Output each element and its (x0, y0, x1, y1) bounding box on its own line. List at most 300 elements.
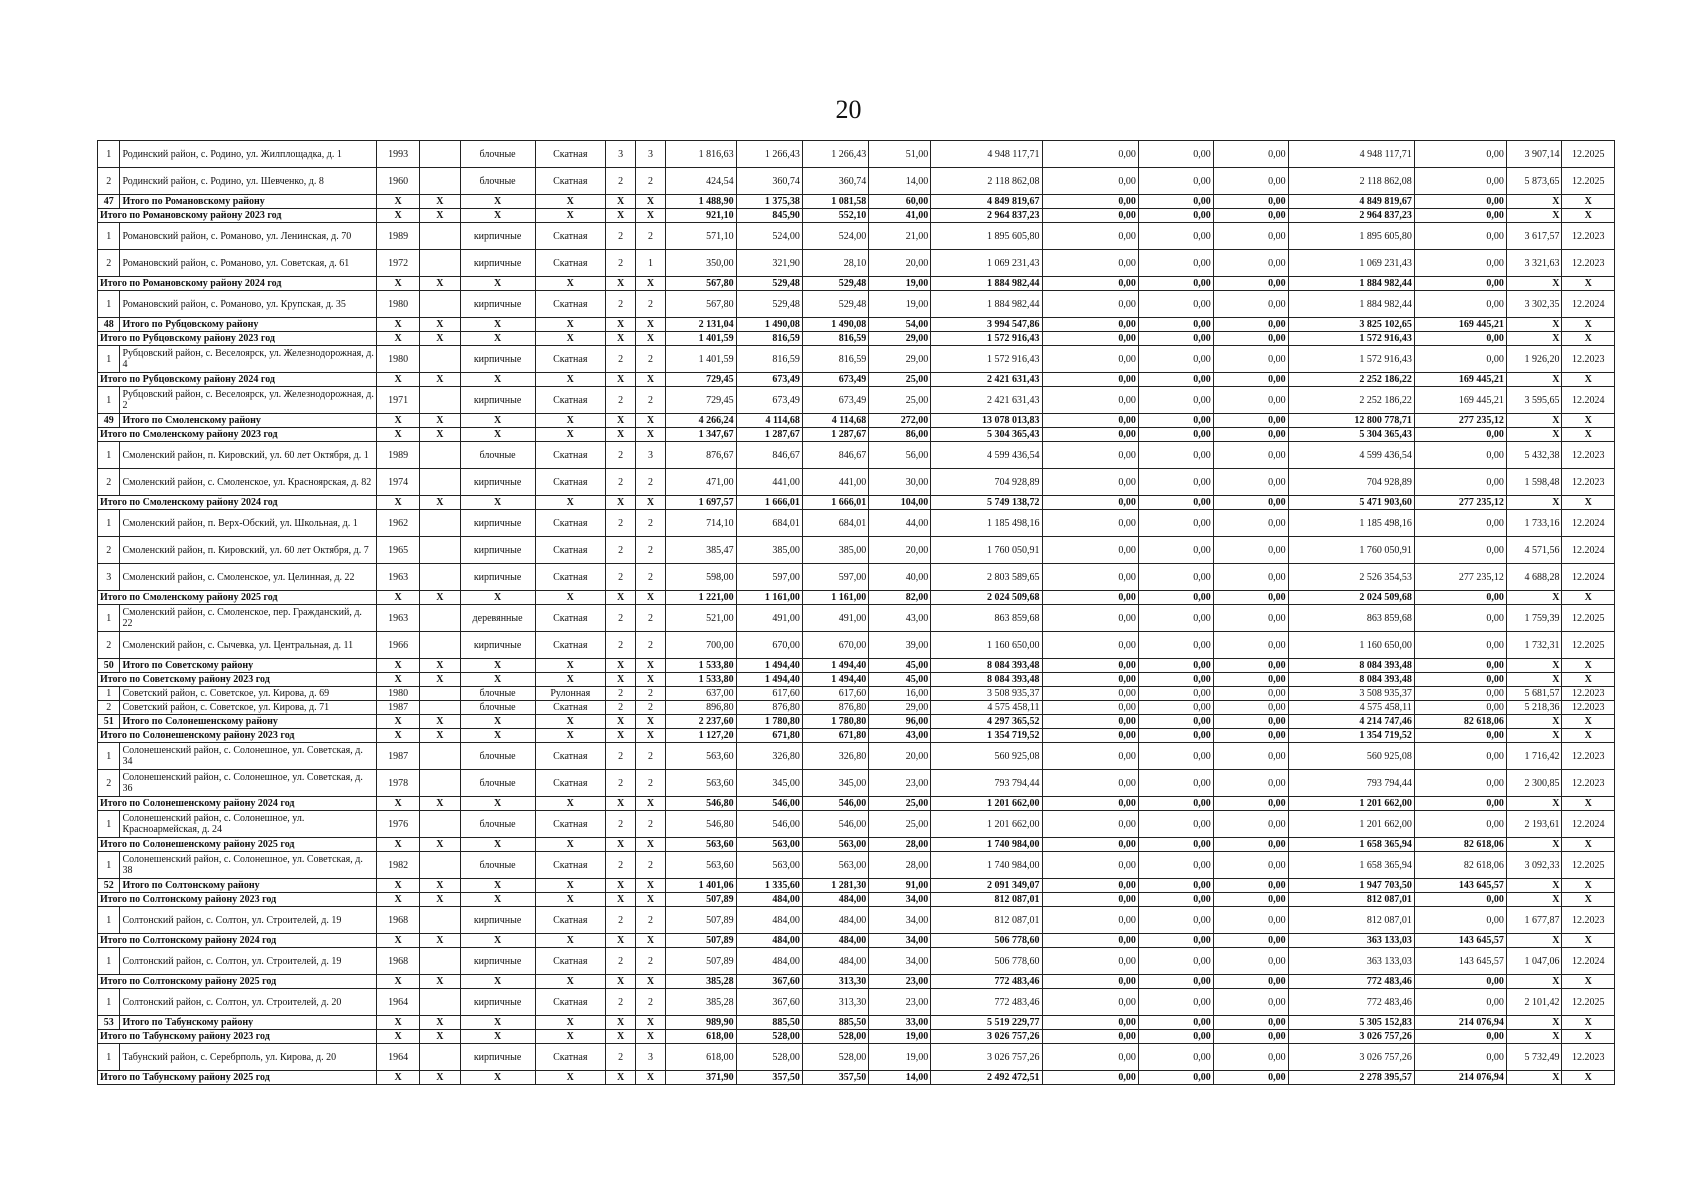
residential-area-cell: 524,00 (802, 223, 868, 250)
total-area-cell: 1 533,80 (666, 659, 737, 673)
wall-material-cell: кирпичные (460, 291, 535, 318)
total-cost-cell: 2 024 509,68 (931, 591, 1042, 605)
fund-3-cell: 0,00 (1213, 770, 1288, 797)
residents-cell: 19,00 (869, 277, 931, 291)
fund-3-cell: 0,00 (1213, 729, 1288, 743)
total-cost-cell: 8 084 393,48 (931, 673, 1042, 687)
year2-cell (419, 537, 460, 564)
residents-cell: 19,00 (869, 1044, 931, 1071)
residents-cell: 25,00 (869, 797, 931, 811)
row-label-cell: Итого по Романовскому району 2023 год (98, 209, 377, 223)
fund-1-cell: 0,00 (1042, 811, 1138, 838)
fund-1-cell: 0,00 (1042, 659, 1138, 673)
address-cell: Солонешенский район, с. Солонешное, ул. Красноармейская, д. 24 (120, 811, 377, 838)
residential-area-cell: 671,80 (802, 729, 868, 743)
roof-type-cell: X (535, 209, 606, 223)
year2-cell (419, 989, 460, 1016)
floors-cell: 2 (606, 687, 636, 701)
living-area-cell: 1 287,67 (736, 428, 802, 442)
floors-cell: 2 (606, 907, 636, 934)
floors-cell: 2 (606, 632, 636, 659)
fund-5-cell: 0,00 (1414, 442, 1506, 469)
fund-3-cell: 0,00 (1213, 879, 1288, 893)
address-cell: Рубцовский район, с. Веселоярск, ул. Железнодорожная, д. 4 (120, 346, 377, 373)
row-number-cell: 1 (98, 387, 120, 414)
entrances-cell: X (636, 729, 666, 743)
deadline-cell: X (1562, 332, 1615, 346)
entrances-cell: 2 (636, 989, 666, 1016)
deadline-cell: X (1562, 659, 1615, 673)
unit-cost-cell: 4 571,56 (1506, 537, 1562, 564)
unit-cost-cell: X (1506, 729, 1562, 743)
fund-4-cell: 3 026 757,26 (1288, 1044, 1414, 1071)
roof-type-cell: Скатная (535, 469, 606, 496)
entrances-cell: 2 (636, 291, 666, 318)
entrances-cell: 2 (636, 770, 666, 797)
residents-cell: 30,00 (869, 469, 931, 496)
deadline-cell: 12.2024 (1562, 564, 1615, 591)
total-cost-cell: 1 185 498,16 (931, 510, 1042, 537)
year-cell: 1968 (377, 948, 420, 975)
row-number-cell: 1 (98, 852, 120, 879)
table-row (98, 989, 1615, 1016)
total-cost-cell: 1 760 050,91 (931, 537, 1042, 564)
residents-cell: 21,00 (869, 223, 931, 250)
wall-material-cell: кирпичные (460, 907, 535, 934)
fund-1-cell: 0,00 (1042, 195, 1138, 209)
row-label-cell: Итого по Смоленскому району 2025 год (98, 591, 377, 605)
roof-type-cell: Скатная (535, 770, 606, 797)
row-number-cell: 53 (98, 1016, 120, 1030)
address-cell: Романовский район, с. Романово, ул. Крупская, д. 35 (120, 291, 377, 318)
fund-4-cell: 2 278 395,57 (1288, 1071, 1414, 1085)
year2-cell (419, 346, 460, 373)
table-total-row (98, 934, 1615, 948)
floors-cell: X (606, 332, 636, 346)
row-label-cell: Итого по Солонешенскому району 2024 год (98, 797, 377, 811)
fund-5-cell: 0,00 (1414, 770, 1506, 797)
total-area-cell: 471,00 (666, 469, 737, 496)
year2-cell (419, 743, 460, 770)
deadline-cell: X (1562, 195, 1615, 209)
living-area-cell: 563,00 (736, 838, 802, 852)
fund-5-cell: 0,00 (1414, 673, 1506, 687)
fund-3-cell: 0,00 (1213, 346, 1288, 373)
fund-3-cell: 0,00 (1213, 318, 1288, 332)
year2-cell (419, 1044, 460, 1071)
roof-type-cell: X (535, 797, 606, 811)
residential-area-cell: 876,80 (802, 701, 868, 715)
year-cell: 1966 (377, 632, 420, 659)
residents-cell: 60,00 (869, 195, 931, 209)
total-area-cell: 563,60 (666, 743, 737, 770)
residential-area-cell: 885,50 (802, 1016, 868, 1030)
fund-1-cell: 0,00 (1042, 209, 1138, 223)
fund-5-cell: 0,00 (1414, 893, 1506, 907)
year-cell: 1963 (377, 605, 420, 632)
residents-cell: 40,00 (869, 564, 931, 591)
total-cost-cell: 1 069 231,43 (931, 250, 1042, 277)
fund-2-cell: 0,00 (1138, 838, 1213, 852)
fund-3-cell: 0,00 (1213, 852, 1288, 879)
fund-4-cell: 2 526 354,53 (1288, 564, 1414, 591)
address-cell: Смоленский район, п. Кировский, ул. 60 лет Октября, д. 1 (120, 442, 377, 469)
year2-cell (419, 564, 460, 591)
fund-5-cell: 82 618,06 (1414, 852, 1506, 879)
entrances-cell: X (636, 496, 666, 510)
year-cell: 1978 (377, 770, 420, 797)
living-area-cell: 529,48 (736, 277, 802, 291)
row-number-cell: 3 (98, 564, 120, 591)
address-cell: Романовский район, с. Романово, ул. Советская, д. 61 (120, 250, 377, 277)
floors-cell: 2 (606, 989, 636, 1016)
floors-cell: X (606, 496, 636, 510)
fund-4-cell: 1 572 916,43 (1288, 346, 1414, 373)
total-area-cell: 729,45 (666, 373, 737, 387)
deadline-cell: X (1562, 673, 1615, 687)
roof-type-cell: Скатная (535, 291, 606, 318)
fund-5-cell: 0,00 (1414, 605, 1506, 632)
residential-area-cell: 546,00 (802, 811, 868, 838)
fund-2-cell: 0,00 (1138, 975, 1213, 989)
wall-material-cell: кирпичные (460, 469, 535, 496)
table-row (98, 701, 1615, 715)
floors-cell: 2 (606, 250, 636, 277)
fund-1-cell: 0,00 (1042, 770, 1138, 797)
wall-material-cell: блочные (460, 701, 535, 715)
residents-cell: 44,00 (869, 510, 931, 537)
living-area-cell: 491,00 (736, 605, 802, 632)
year2-cell (419, 687, 460, 701)
entrances-cell: 2 (636, 632, 666, 659)
row-number-cell: 2 (98, 770, 120, 797)
residential-area-cell: 484,00 (802, 907, 868, 934)
fund-2-cell: 0,00 (1138, 564, 1213, 591)
floors-cell: X (606, 277, 636, 291)
deadline-cell: X (1562, 715, 1615, 729)
deadline-cell: X (1562, 318, 1615, 332)
unit-cost-cell: X (1506, 1030, 1562, 1044)
unit-cost-cell: X (1506, 428, 1562, 442)
total-cost-cell: 772 483,46 (931, 975, 1042, 989)
unit-cost-cell: X (1506, 893, 1562, 907)
address-cell: Родинский район, с. Родино, ул. Жилплощадка, д. 1 (120, 141, 377, 168)
fund-2-cell: 0,00 (1138, 291, 1213, 318)
deadline-cell: 12.2023 (1562, 770, 1615, 797)
total-cost-cell: 3 026 757,26 (931, 1044, 1042, 1071)
total-cost-cell: 2 421 631,43 (931, 387, 1042, 414)
total-cost-cell: 1 160 650,00 (931, 632, 1042, 659)
floors-cell: X (606, 373, 636, 387)
table-total-row (98, 659, 1615, 673)
residential-area-cell: 846,67 (802, 442, 868, 469)
roof-type-cell: X (535, 975, 606, 989)
total-area-cell: 921,10 (666, 209, 737, 223)
table-total-row (98, 975, 1615, 989)
fund-4-cell: 1 760 050,91 (1288, 537, 1414, 564)
unit-cost-cell: 2 193,61 (1506, 811, 1562, 838)
fund-5-cell: 277 235,12 (1414, 496, 1506, 510)
fund-2-cell: 0,00 (1138, 879, 1213, 893)
wall-material-cell: X (460, 975, 535, 989)
total-area-cell: 385,47 (666, 537, 737, 564)
fund-2-cell: 0,00 (1138, 852, 1213, 879)
wall-material-cell: X (460, 1030, 535, 1044)
deadline-cell: 12.2023 (1562, 469, 1615, 496)
fund-2-cell: 0,00 (1138, 1071, 1213, 1085)
wall-material-cell: X (460, 673, 535, 687)
wall-material-cell: блочные (460, 168, 535, 195)
fund-3-cell: 0,00 (1213, 989, 1288, 1016)
table-row (98, 564, 1615, 591)
fund-4-cell: 3 825 102,65 (1288, 318, 1414, 332)
fund-3-cell: 0,00 (1213, 907, 1288, 934)
entrances-cell: X (636, 715, 666, 729)
fund-5-cell: 0,00 (1414, 687, 1506, 701)
year2-cell: X (419, 659, 460, 673)
deadline-cell: X (1562, 879, 1615, 893)
entrances-cell: X (636, 1030, 666, 1044)
residents-cell: 25,00 (869, 387, 931, 414)
total-cost-cell: 4 849 819,67 (931, 195, 1042, 209)
address-cell: Родинский район, с. Родино, ул. Шевченко, д. 8 (120, 168, 377, 195)
year-cell: X (377, 1030, 420, 1044)
fund-5-cell: 0,00 (1414, 346, 1506, 373)
living-area-cell: 484,00 (736, 893, 802, 907)
floors-cell: X (606, 729, 636, 743)
entrances-cell: 2 (636, 346, 666, 373)
total-cost-cell: 506 778,60 (931, 934, 1042, 948)
deadline-cell: 12.2025 (1562, 168, 1615, 195)
deadline-cell: X (1562, 209, 1615, 223)
floors-cell: 2 (606, 291, 636, 318)
unit-cost-cell: X (1506, 318, 1562, 332)
residents-cell: 54,00 (869, 318, 931, 332)
total-cost-cell: 2 492 472,51 (931, 1071, 1042, 1085)
total-area-cell: 521,00 (666, 605, 737, 632)
fund-3-cell: 0,00 (1213, 948, 1288, 975)
fund-3-cell: 0,00 (1213, 469, 1288, 496)
floors-cell: 2 (606, 701, 636, 715)
table-total-row (98, 318, 1615, 332)
residential-area-cell: 673,49 (802, 387, 868, 414)
floors-cell: 2 (606, 510, 636, 537)
entrances-cell: X (636, 195, 666, 209)
fund-4-cell: 8 084 393,48 (1288, 659, 1414, 673)
row-number-cell: 1 (98, 687, 120, 701)
fund-4-cell: 1 658 365,94 (1288, 852, 1414, 879)
fund-3-cell: 0,00 (1213, 141, 1288, 168)
year2-cell (419, 907, 460, 934)
table-row (98, 223, 1615, 250)
floors-cell: 2 (606, 852, 636, 879)
unit-cost-cell: 3 617,57 (1506, 223, 1562, 250)
entrances-cell: 2 (636, 469, 666, 496)
fund-5-cell: 0,00 (1414, 223, 1506, 250)
total-cost-cell: 4 599 436,54 (931, 442, 1042, 469)
table-total-row (98, 428, 1615, 442)
table-total-row (98, 195, 1615, 209)
unit-cost-cell: 1 716,42 (1506, 743, 1562, 770)
fund-1-cell: 0,00 (1042, 743, 1138, 770)
fund-2-cell: 0,00 (1138, 1044, 1213, 1071)
total-area-cell: 507,89 (666, 907, 737, 934)
total-area-cell: 1 127,20 (666, 729, 737, 743)
fund-3-cell: 0,00 (1213, 223, 1288, 250)
deadline-cell: 12.2024 (1562, 948, 1615, 975)
year-cell: 1987 (377, 743, 420, 770)
deadline-cell: X (1562, 414, 1615, 428)
year-cell: X (377, 797, 420, 811)
roof-type-cell: X (535, 673, 606, 687)
year-cell: X (377, 673, 420, 687)
residential-area-cell: 1 081,58 (802, 195, 868, 209)
fund-5-cell: 0,00 (1414, 701, 1506, 715)
year-cell: 1971 (377, 387, 420, 414)
wall-material-cell: кирпичные (460, 948, 535, 975)
row-number-cell: 50 (98, 659, 120, 673)
living-area-cell: 673,49 (736, 387, 802, 414)
floors-cell: X (606, 934, 636, 948)
entrances-cell: 2 (636, 510, 666, 537)
roof-type-cell: Скатная (535, 811, 606, 838)
total-cost-cell: 1 572 916,43 (931, 332, 1042, 346)
deadline-cell: 12.2025 (1562, 605, 1615, 632)
fund-4-cell: 2 252 186,22 (1288, 387, 1414, 414)
year2-cell (419, 250, 460, 277)
residents-cell: 43,00 (869, 605, 931, 632)
fund-3-cell: 0,00 (1213, 537, 1288, 564)
floors-cell: X (606, 797, 636, 811)
fund-1-cell: 0,00 (1042, 428, 1138, 442)
total-cost-cell: 812 087,01 (931, 893, 1042, 907)
entrances-cell: X (636, 1016, 666, 1030)
roof-type-cell: Скатная (535, 743, 606, 770)
address-cell: Итого по Советскому району (120, 659, 377, 673)
fund-5-cell: 169 445,21 (1414, 373, 1506, 387)
fund-1-cell: 0,00 (1042, 564, 1138, 591)
unit-cost-cell: 5 732,49 (1506, 1044, 1562, 1071)
living-area-cell: 885,50 (736, 1016, 802, 1030)
row-number-cell: 49 (98, 414, 120, 428)
year-cell: 1982 (377, 852, 420, 879)
deadline-cell: 12.2024 (1562, 387, 1615, 414)
residential-area-cell: 670,00 (802, 632, 868, 659)
fund-3-cell: 0,00 (1213, 414, 1288, 428)
year2-cell: X (419, 373, 460, 387)
roof-type-cell: X (535, 659, 606, 673)
floors-cell: 2 (606, 564, 636, 591)
residential-area-cell: 673,49 (802, 373, 868, 387)
fund-5-cell: 169 445,21 (1414, 387, 1506, 414)
residents-cell: 56,00 (869, 442, 931, 469)
living-area-cell: 326,80 (736, 743, 802, 770)
total-area-cell: 567,80 (666, 291, 737, 318)
residential-area-cell: 357,50 (802, 1071, 868, 1085)
fund-5-cell: 0,00 (1414, 469, 1506, 496)
fund-1-cell: 0,00 (1042, 346, 1138, 373)
wall-material-cell: X (460, 797, 535, 811)
fund-5-cell: 0,00 (1414, 291, 1506, 318)
fund-4-cell: 560 925,08 (1288, 743, 1414, 770)
unit-cost-cell: X (1506, 209, 1562, 223)
residents-cell: 14,00 (869, 168, 931, 195)
deadline-cell: X (1562, 797, 1615, 811)
unit-cost-cell: X (1506, 414, 1562, 428)
fund-3-cell: 0,00 (1213, 605, 1288, 632)
wall-material-cell: кирпичные (460, 564, 535, 591)
fund-2-cell: 0,00 (1138, 701, 1213, 715)
fund-4-cell: 1 160 650,00 (1288, 632, 1414, 659)
year-cell: X (377, 318, 420, 332)
entrances-cell: X (636, 1071, 666, 1085)
fund-4-cell: 4 948 117,71 (1288, 141, 1414, 168)
unit-cost-cell: 1 677,87 (1506, 907, 1562, 934)
roof-type-cell: Рулонная (535, 687, 606, 701)
fund-3-cell: 0,00 (1213, 1044, 1288, 1071)
year-cell: 1993 (377, 141, 420, 168)
residents-cell: 29,00 (869, 701, 931, 715)
row-label-cell: Итого по Рубцовскому району 2023 год (98, 332, 377, 346)
entrances-cell: 2 (636, 605, 666, 632)
wall-material-cell: X (460, 659, 535, 673)
row-number-cell: 1 (98, 346, 120, 373)
entrances-cell: 2 (636, 564, 666, 591)
fund-4-cell: 812 087,01 (1288, 907, 1414, 934)
entrances-cell: X (636, 797, 666, 811)
fund-2-cell: 0,00 (1138, 250, 1213, 277)
entrances-cell: 3 (636, 442, 666, 469)
fund-2-cell: 0,00 (1138, 141, 1213, 168)
year2-cell (419, 948, 460, 975)
year-cell: X (377, 1071, 420, 1085)
entrances-cell: 2 (636, 852, 666, 879)
living-area-cell: 673,49 (736, 373, 802, 387)
total-area-cell: 546,80 (666, 811, 737, 838)
total-cost-cell: 506 778,60 (931, 948, 1042, 975)
fund-4-cell: 1 201 662,00 (1288, 797, 1414, 811)
residential-area-cell: 326,80 (802, 743, 868, 770)
row-number-cell: 1 (98, 1044, 120, 1071)
year-cell: X (377, 428, 420, 442)
table-total-row (98, 715, 1615, 729)
year-cell: 1960 (377, 168, 420, 195)
living-area-cell: 670,00 (736, 632, 802, 659)
entrances-cell: 3 (636, 1044, 666, 1071)
unit-cost-cell: X (1506, 838, 1562, 852)
fund-5-cell: 0,00 (1414, 591, 1506, 605)
fund-3-cell: 0,00 (1213, 893, 1288, 907)
living-area-cell: 529,48 (736, 291, 802, 318)
unit-cost-cell: X (1506, 934, 1562, 948)
floors-cell: 2 (606, 743, 636, 770)
living-area-cell: 441,00 (736, 469, 802, 496)
residents-cell: 19,00 (869, 1030, 931, 1044)
unit-cost-cell: X (1506, 673, 1562, 687)
table-row (98, 770, 1615, 797)
table-row (98, 605, 1615, 632)
unit-cost-cell: X (1506, 195, 1562, 209)
wall-material-cell: блочные (460, 442, 535, 469)
total-area-cell: 1 347,67 (666, 428, 737, 442)
roof-type-cell: Скатная (535, 605, 606, 632)
fund-3-cell: 0,00 (1213, 687, 1288, 701)
total-cost-cell: 1 895 605,80 (931, 223, 1042, 250)
residents-cell: 16,00 (869, 687, 931, 701)
fund-4-cell: 1 354 719,52 (1288, 729, 1414, 743)
total-area-cell: 729,45 (666, 387, 737, 414)
total-cost-cell: 5 519 229,77 (931, 1016, 1042, 1030)
